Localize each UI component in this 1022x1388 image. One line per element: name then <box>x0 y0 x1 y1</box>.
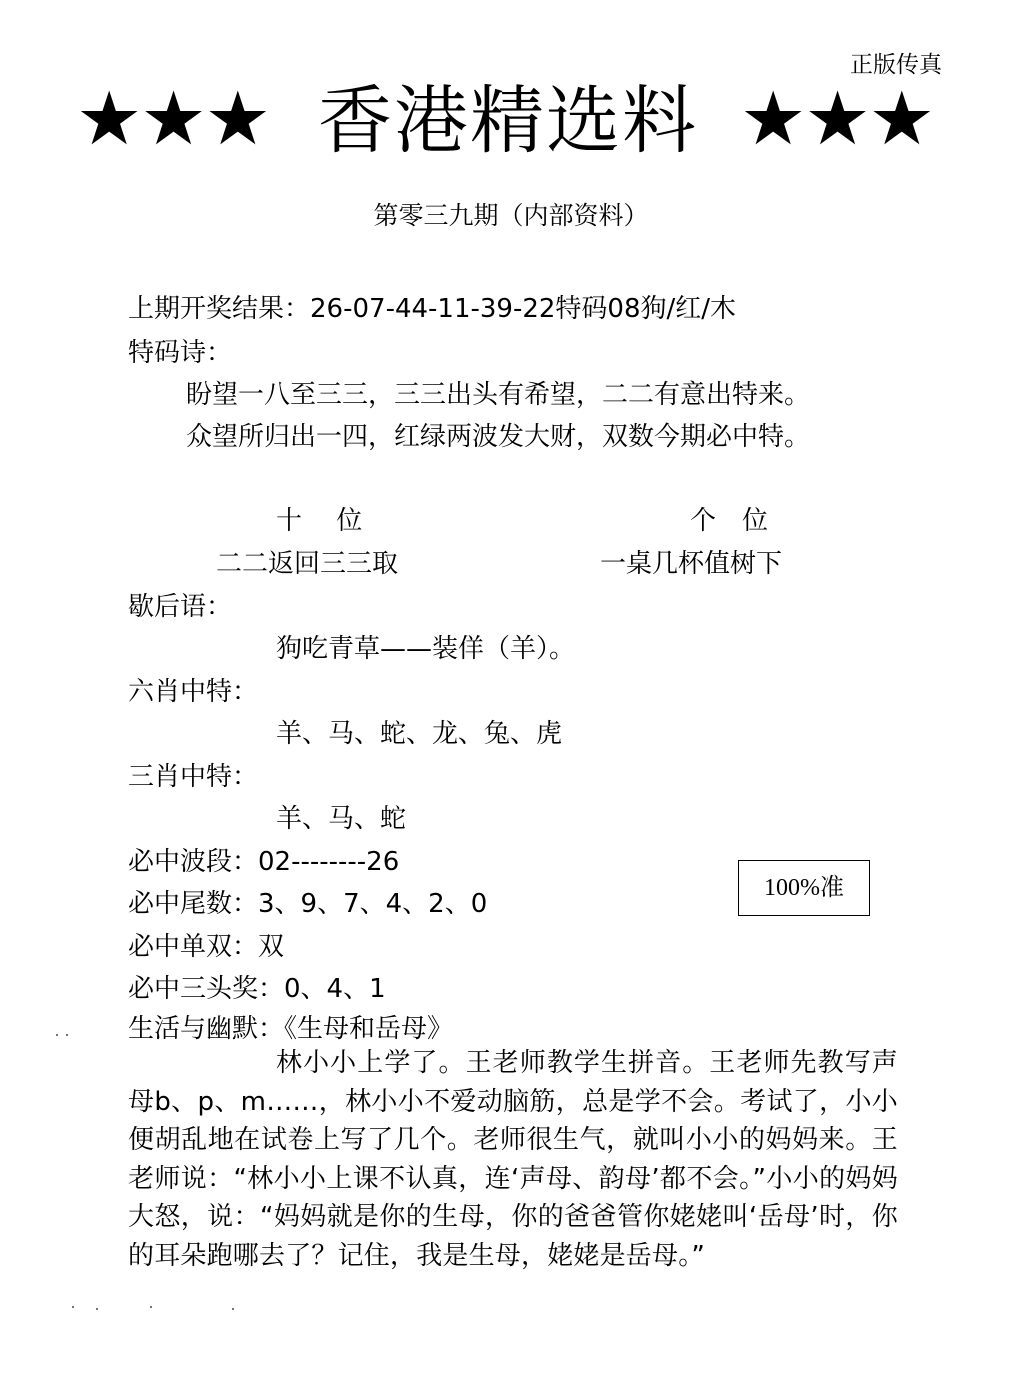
three-zodiac-text: 羊、马、蛇 <box>276 804 407 834</box>
wave-row <box>128 845 399 879</box>
scan-speck <box>150 1306 152 1308</box>
issue-subtitle: 第零三九期（内部资料） <box>373 201 649 230</box>
tail-label: 必中尾数： <box>128 889 259 919</box>
scan-speck <box>66 1034 68 1036</box>
poem-line-1: 盼望一八至三三，三三出头有希望，二二有意出特来。 <box>186 380 811 410</box>
six-zodiac-text: 羊、马、蛇、龙、兔、虎 <box>276 719 563 749</box>
three-head-label: 必中三头奖： <box>128 974 285 1004</box>
odd-even-label: 必中单双： <box>128 932 259 962</box>
tail-text: 3、9、7、4、2、0 <box>258 889 488 919</box>
page-title: 香港精选料 <box>318 78 698 164</box>
odd-even-text: 双 <box>258 932 285 962</box>
wave-text: 02--------26 <box>258 847 400 877</box>
xiehouyu-label: 歇后语： <box>128 592 233 622</box>
stars-left-icon: ★★★ <box>76 76 270 162</box>
last-result <box>128 292 736 326</box>
title-row <box>0 76 1022 177</box>
humor-label: 生活与幽默： <box>128 1014 285 1044</box>
poem-label: 特码诗： <box>128 338 233 368</box>
scan-speck <box>72 1306 74 1308</box>
three-head-text: 0、4、1 <box>284 974 386 1004</box>
humor-heading <box>128 1012 453 1046</box>
xiehouyu-text: 狗吃青草——装佯（羊）。 <box>276 634 576 664</box>
accuracy-badge: 100%准 <box>738 860 870 916</box>
tens-position-clue: 二二返回三三取 <box>216 549 399 579</box>
humor-title: 《生母和岳母》 <box>284 1014 454 1044</box>
scan-speck <box>56 1034 58 1036</box>
six-zodiac-label: 六肖中特： <box>128 677 259 707</box>
last-result-label: 上期开奖结果： <box>128 294 311 324</box>
wave-label: 必中波段： <box>128 847 259 877</box>
ones-position-label: 个 位 <box>690 506 769 536</box>
stars-right-icon: ★★★ <box>740 76 934 162</box>
odd-even-row <box>128 930 284 964</box>
tail-row <box>128 887 487 921</box>
tens-position-label: 十 位 <box>276 506 363 536</box>
corner-label: 正版传真 <box>850 52 942 78</box>
poem-line-2: 众望所归出一四，红绿两波发大财，双数今期必中特。 <box>186 422 811 452</box>
three-zodiac-label: 三肖中特： <box>128 762 259 792</box>
three-head-row <box>128 972 386 1006</box>
ones-position-clue: 一桌几杯值树下 <box>600 549 783 579</box>
last-result-value: 26-07-44-11-39-22特码08狗/红/木 <box>310 294 737 324</box>
scan-speck <box>96 1308 98 1310</box>
humor-story: 林小小上学了。王老师教学生拼音。王老师先教写声母b、p、m……，林小小不爱动脑筋，总是学不会。考试了，小小便胡乱地在试卷上写了几个。老师很生气，就叫小小的妈妈来。王老师说：“林小小上课不认真，连‘声母、韵母’都不会。”小小的妈妈大怒，说：“妈妈就是你的生母，你的爸爸管你姥姥叫‘岳母’时，你的耳朵跑哪去了？记住，我是生母，姥姥是岳母。” <box>128 1048 898 1271</box>
scan-speck <box>232 1308 234 1310</box>
